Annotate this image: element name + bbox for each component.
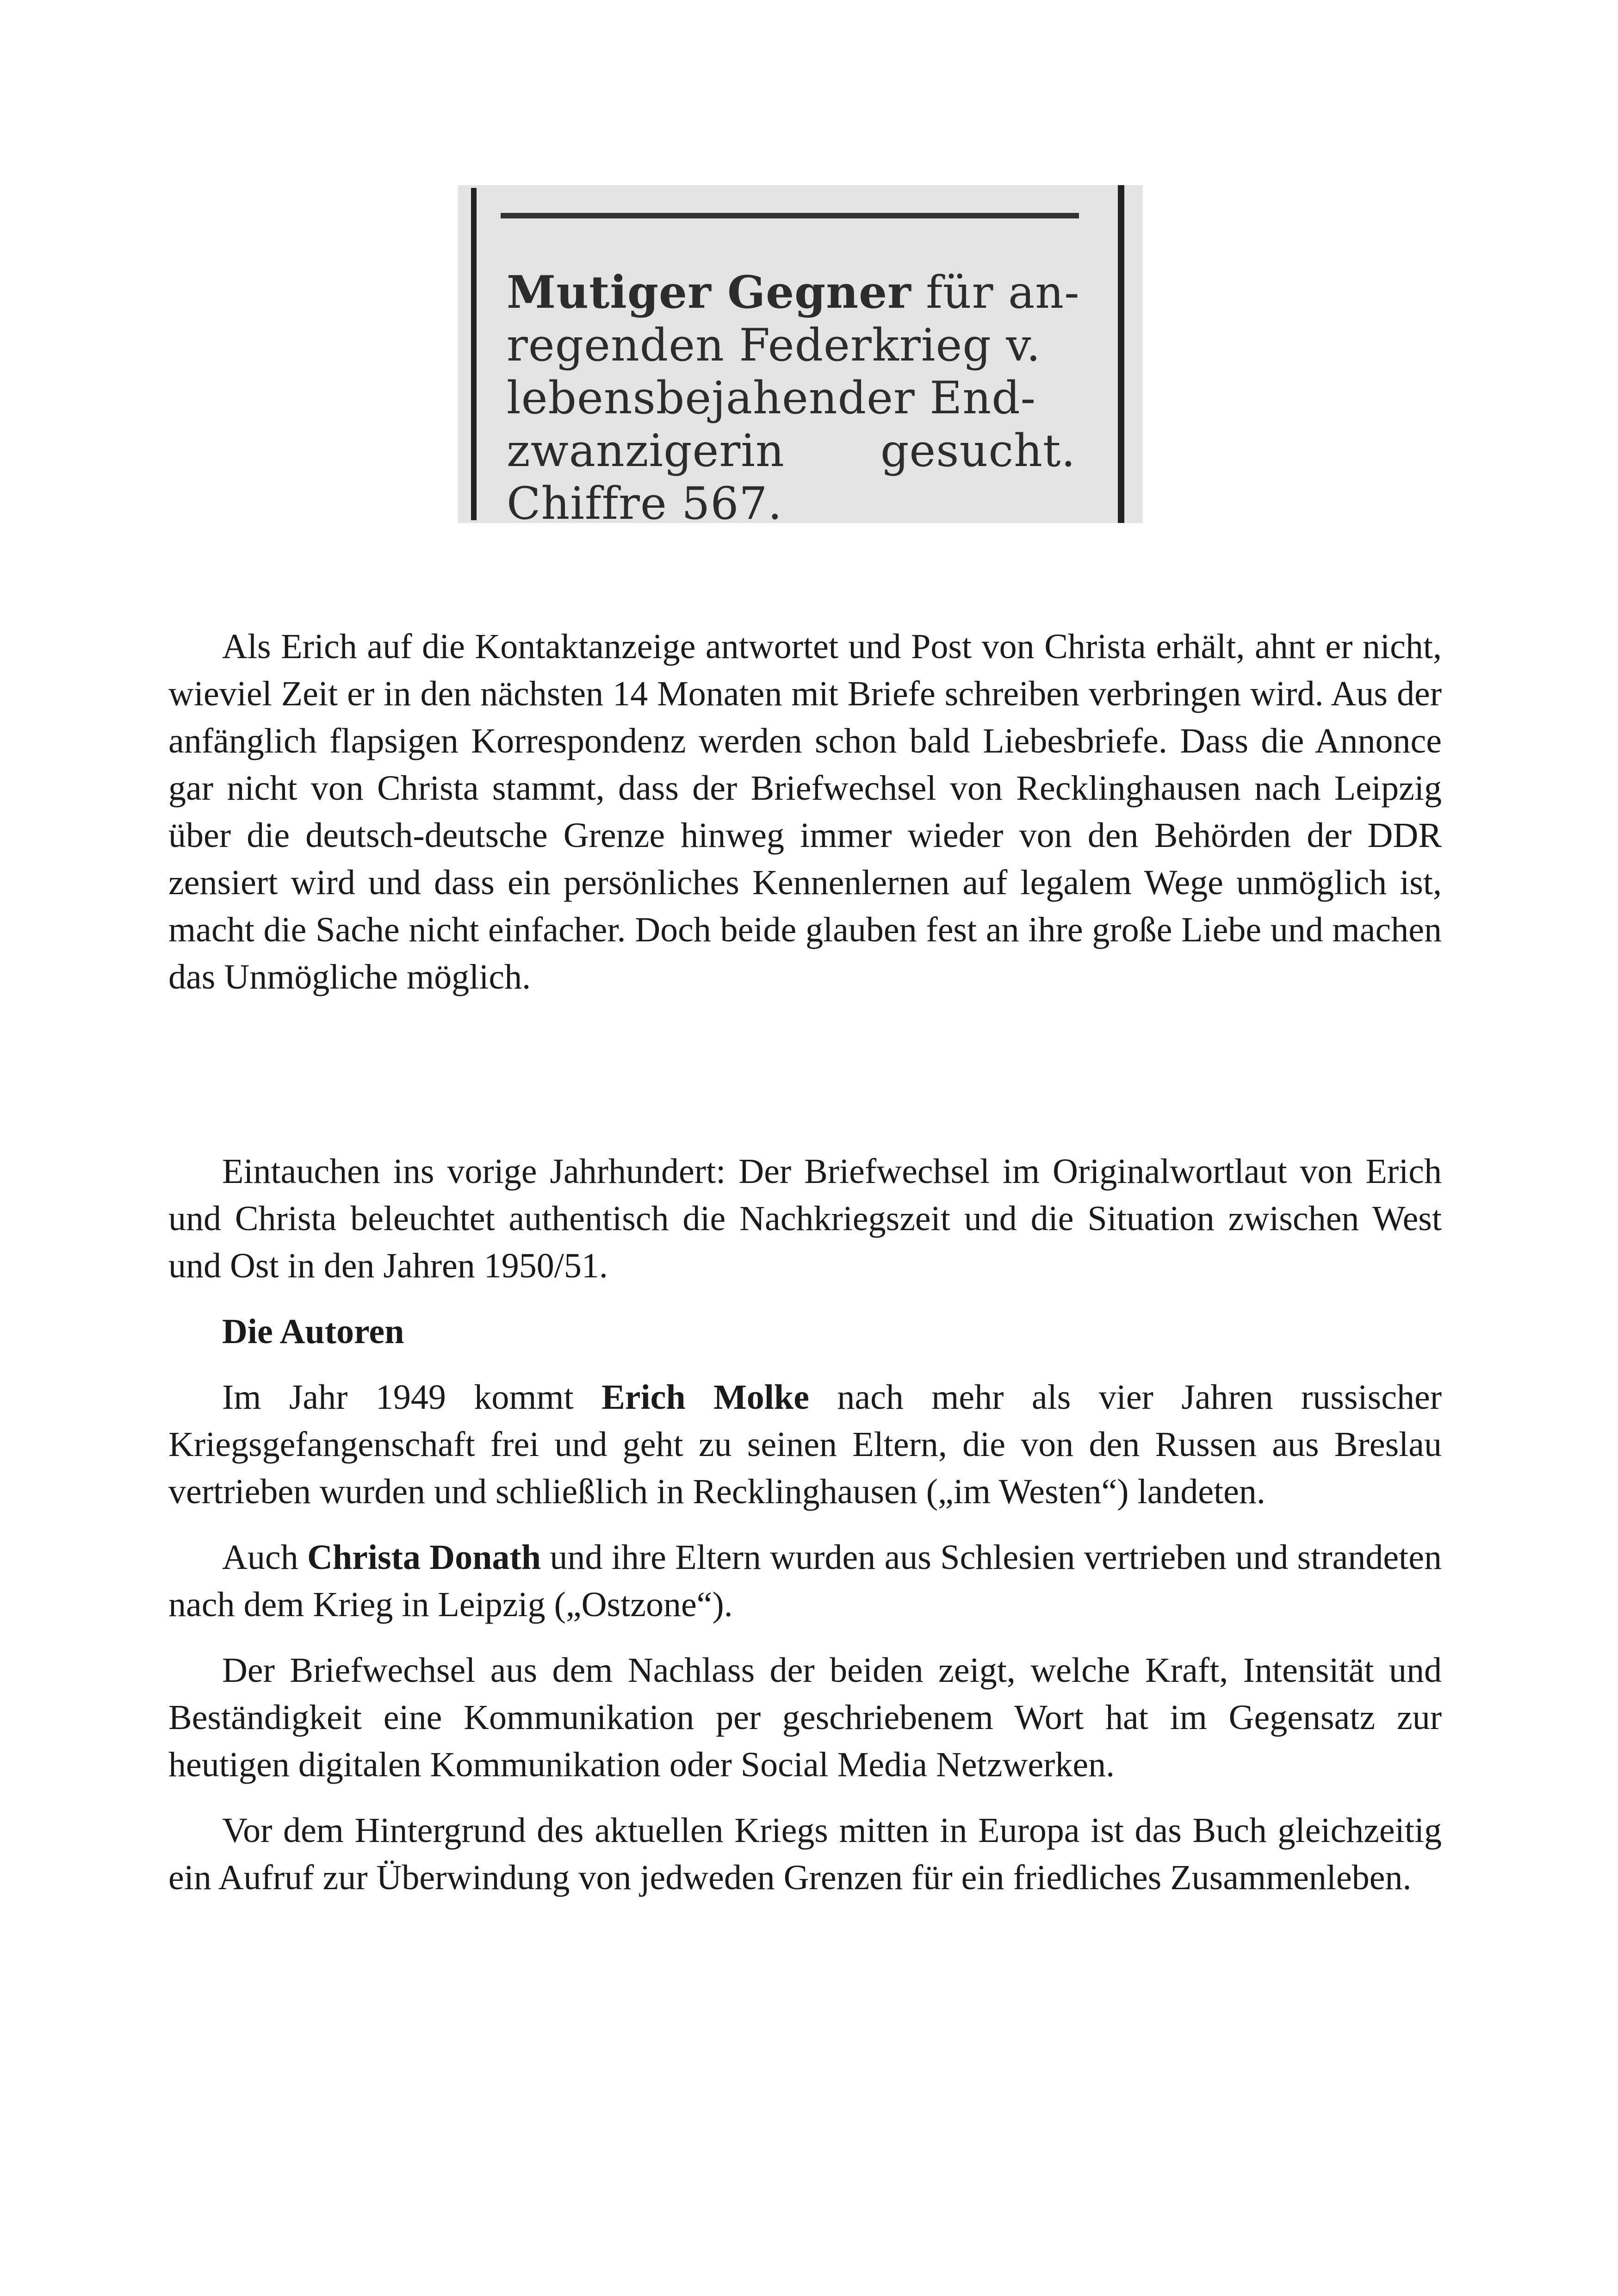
clipping-column-rule-left <box>471 188 477 520</box>
author-erich-after: nach mehr als vier Jahren russischer Kriegsgefangenschaft frei und geht zu seinen Eltern, die von den Russen aus Breslau vertrieben wurden und schließlich in Recklinghausen („im Westen“) landeten. <box>168 1378 1442 1511</box>
clipping-line: lebensbejahender End- <box>507 372 1036 424</box>
author-name-erich: Erich Molke <box>601 1378 809 1417</box>
clipping-line <box>507 424 1076 477</box>
clipping-line <box>507 266 1108 319</box>
author-erich-paragraph <box>168 1374 1442 1515</box>
clipping-line-left: zwanzigerin <box>507 425 785 477</box>
intro-text-block <box>168 623 1442 1001</box>
newspaper-clipping <box>458 185 1143 529</box>
author-christa-after: und ihre Eltern wurden aus Schlesien vertrieben und strandeten nach dem Krieg in Leipzig („Ostzone“). <box>168 1538 1442 1624</box>
clipping-line-right: gesucht. <box>880 425 1076 477</box>
description-paragraph: Eintauchen ins vorige Jahrhundert: Der Briefwechsel im Originalwortlaut von Erich und Christa beleuchtet authentisch die Nachkriegszeit und die Situation zwischen West und Ost in den Jahren 1950/51. <box>168 1152 1442 1285</box>
clipping-top-rule <box>501 213 1079 218</box>
clipping-column-rule-right <box>1118 185 1124 523</box>
author-erich-before: Im Jahr 1949 kommt <box>222 1378 602 1417</box>
description-text-block <box>168 1148 1442 1901</box>
intro-paragraph: Als Erich auf die Kontaktanzeige antwortet und Post von Christa erhält, ahnt er nicht, wieviel Zeit er in den nächsten 14 Monaten mit Briefe schreiben verbringen wird. Aus der anfänglich flapsigen Korrespondenz werden schon bald Liebesbriefe. Dass die Annonce gar nicht von Christa stammt, dass der Briefwechsel von Recklinghausen nach Leipzig über die deutsch-deutsche Grenze hinweg immer wieder von den Behörden der DDR zensiert wird und dass ein persönliches Kennenlernen auf legalem Wege unmöglich ist, macht die Sache nicht einfacher. Doch beide glauben fest an ihre große Liebe und machen das Unmögliche möglich. <box>168 627 1442 996</box>
letters-significance-paragraph: Der Briefwechsel aus dem Nachlass der beiden zeigt, welche Kraft, Intensität und Beständigkeit eine Kommunikation per geschriebenem Wort hat im Gegensatz zur heutigen digitalen Kommunikation oder Social Media Netzwerken. <box>168 1651 1442 1784</box>
author-christa-before: Auch <box>222 1538 307 1577</box>
author-name-christa: Christa Donath <box>307 1538 541 1577</box>
closing-paragraph: Vor dem Hintergrund des aktuellen Kriegs mitten in Europa ist das Buch gleichzeitig ein Aufruf zur Überwindung von jedweden Grenzen für ein friedliches Zusammenleben. <box>168 1811 1442 1897</box>
clipping-line: regenden Federkrieg v. <box>507 319 1041 371</box>
clipping-line-rest: für an- <box>911 267 1080 318</box>
clipping-headline: Mutiger Gegner <box>507 266 911 318</box>
authors-heading: Die Autoren <box>222 1312 404 1351</box>
author-christa-paragraph <box>168 1534 1442 1628</box>
clipping-line: Chiffre 567. <box>507 478 783 529</box>
clipping-ad-text <box>507 266 1108 530</box>
